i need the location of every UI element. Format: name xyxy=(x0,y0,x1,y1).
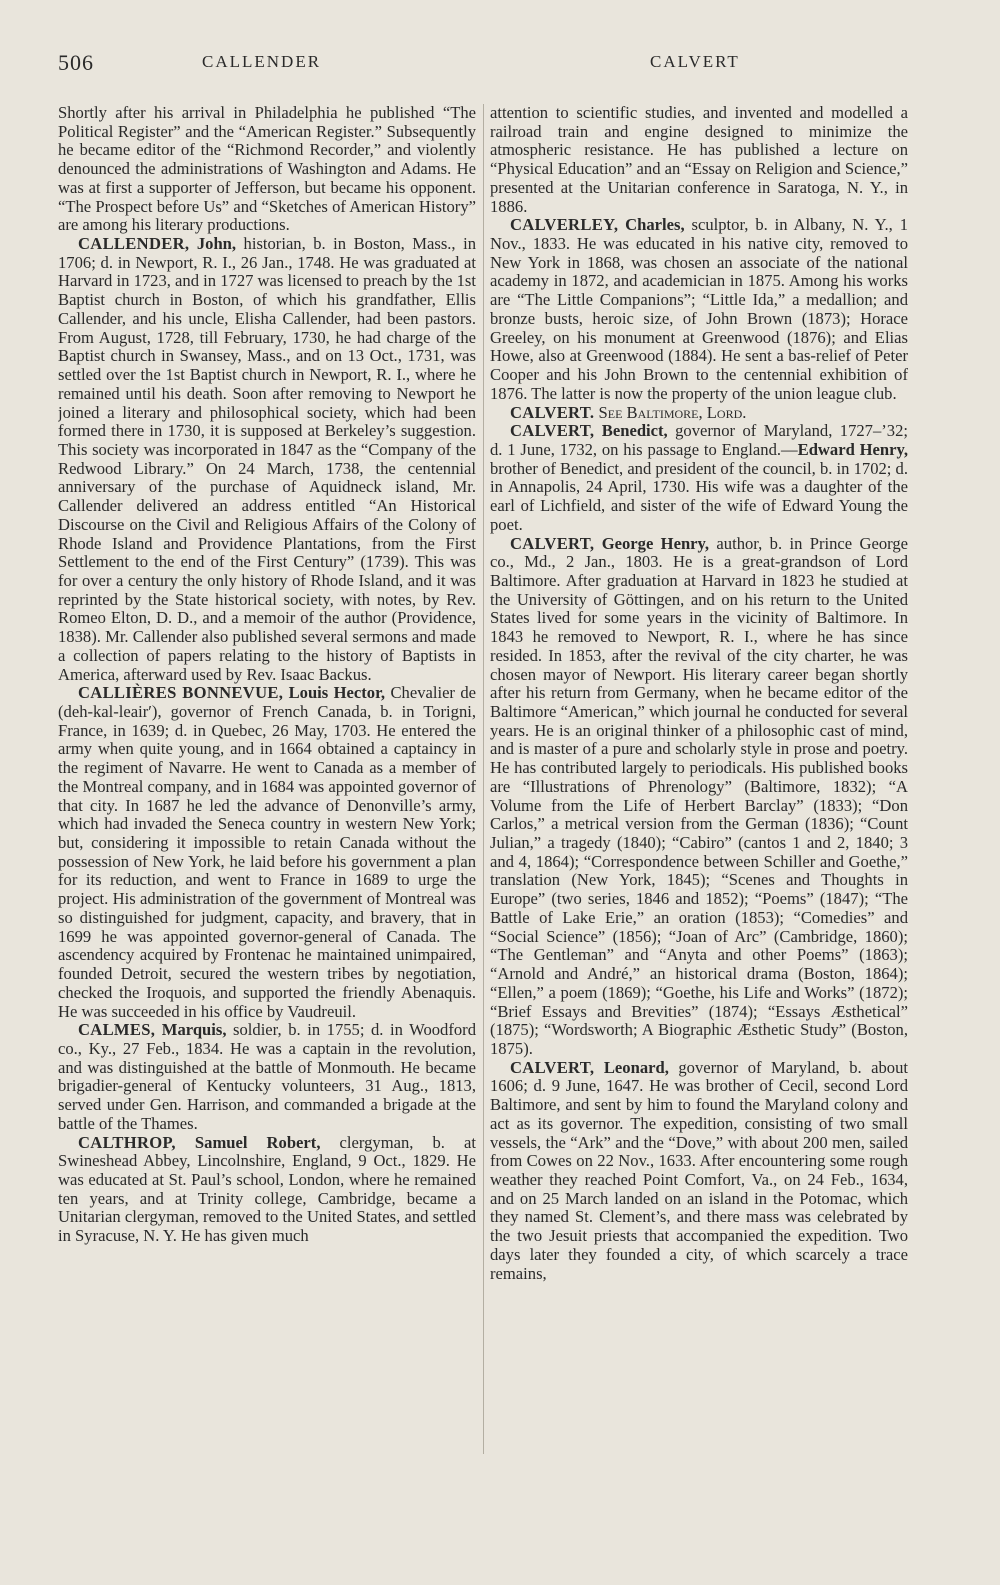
right-column xyxy=(490,104,908,1469)
entry-text: clergyman, b. at Swineshead Abbey, Lincolnshire, England, 9 Oct., 1829. He was educated at St. Paul’s school, London, where he remained ten years, and at Trinity college, Cambridge, became a Unitarian clergyman, removed to the United States, and settled in Syracuse, N. Y. He has given much xyxy=(58,1132,476,1246)
entry-headword: CALVERLEY, xyxy=(510,215,619,235)
entry-calvert-see-baltimore xyxy=(490,404,908,423)
sub-entry-name: Edward Henry, xyxy=(797,439,908,459)
entry-text: soldier, b. in 1755; d. in Woodford co., Ky., 27 Feb., 1834. He was a captain in the revolution, and was distinguished at the battle of Monmouth. He became brigadier-general of Kentucky volunteers, 31 Aug., 1813, served under Gen. Harrison, and commanded a brigade at the battle of the Thames. xyxy=(58,1020,476,1133)
entry-text: author, b. in Prince George co., Md., 2 Jan., 1803. He is a great-grandson of Lord Baltimore. After graduation at Harvard in 1823 he studied at the University of Göttingen, and on his return to the United States lived for some years in the vicinity of Baltimore. In 1843 he removed to Newport, R. I., where he has since resided. In 1853, after the revival of the city charter, he was chosen mayor of Newport. His literary career began shortly after his return from Germany, when he became editor of the Baltimore “American,” which journal he conducted for several years. He is an original thinker of a philosophic cast of mind, and is master of a pure and scholarly style in prose and poetry. He has contributed largely to periodicals. His published books are “Illustrations of Phrenology” (Baltimore, 1832); “A Volume from the Life of Herbert Barclay” (1833); “Don Carlos,” a metrical version from the German (1836); “Count Julian,” a tragedy (1840); “Cabiro” (cantos 1 and 2, 1840; 3 and 4, 1864); “Correspondence between Schiller and Goethe,” translation (New York, 1845); “Scenes and Thoughts in Europe” (two series, 1846 and 1852); “Poems” (1847); “The Battle of Lake Erie,” an oration (1853); “Comedies” and “Social Science” (1856); “Joan of Arc” (Cambridge, 1860); “The Gentleman” and “Anyta and other Poems” (1863); “Arnold and André,” an historical drama (Boston, 1864); “Ellen,” a poem (1869); “Goethe, his Life and Works” (1872); “Brief Essays and Brevities” (1874); “Essays Æsthetical” (1875); “Wordsworth; A Biographic Æsthetic Study” (Boston, 1875). xyxy=(490,533,908,1058)
entry-text: governor of Maryland, b. about 1606; d. 9 June, 1647. He was brother of Cecil, second Lord Baltimore, and sent by him to found the Maryland colony and act as its governor. The expedition, consisting of two small vessels, the “Ark” and the “Dove,” with about 200 men, sailed from Cowes on 22 Nov., 1633. After encountering some rough weather they reached Point Comfort, Va., on 24 Feb., 1634, and on 25 March landed on an island in the Potomac, which they named St. Clement’s, and there mass was celebrated by the two Jesuit priests that accompanied the expedition. Two days later they founded a city, of which scarcely a trace remains, xyxy=(490,1057,908,1283)
entry-calvert-george-henry xyxy=(490,535,908,1059)
entry-text: Chevalier de (deh-kal-leair′), governor of French Canada, b. in Torigni, France, in 1639; d. in Quebec, 26 May, 1703. He entered the army when quite young, and in 1664 obtained a captaincy in the regiment of Navarre. He went to Canada as a member of the Montreal company, and in 1684 was appointed governor of that city. In 1687 he led the advance of Denonville’s army, which had invaded the Seneca country in western New York; but, considering it impossible to retain Canada without the possession of New York, he laid before his government a plan for its reduction, and went to France in 1689 to urge the project. His administration of the government of Montreal was so distinguished for judgment, capacity, and bravery, that in 1699 he was appointed governor-general of Canada. The ascendency acquired by Frontenac he maintained unimpaired, founded Detroit, secured the western tribes by negotiation, checked the Iroquois, and supported the friendly Abenaquis. He was succeeded in his office by Vaudreuil. xyxy=(58,683,476,1021)
continued-paragraph: Shortly after his arrival in Philadelphia he published “The Political Register” and the “American Register.” Subsequently he became editor of the “Richmond Recorder,” and violently denounced the administrations of Washington and Adams. He was at first a supporter of Jefferson, but became his opponent. “The Prospect before Us” and “Sketches of American History” are among his literary productions. xyxy=(58,104,476,235)
entry-calvert-leonard xyxy=(490,1059,908,1284)
entry-headword: CALVERT, xyxy=(510,421,595,441)
continued-paragraph: attention to scientific studies, and invented and modelled a railroad train and engine designed to minimize the atmospheric resistance. He has published a lecture on “Physical Education” and an “Essay on Religion and Science,” presented at the Unitarian conference in Saratoga, N. Y., in 1886. xyxy=(490,104,908,216)
entry-headword: CALLENDER, xyxy=(78,234,190,254)
entry-calverley-charles xyxy=(490,216,908,403)
column-divider xyxy=(483,104,484,1454)
entry-callender-john xyxy=(58,235,476,684)
left-column xyxy=(58,104,476,1469)
entry-given-name: Benedict, xyxy=(601,421,668,441)
entry-headword: CALLIÈRES BONNEVUE, xyxy=(78,683,284,703)
running-head-left: CALLENDER xyxy=(202,52,322,71)
entry-given-name: Leonard, xyxy=(603,1057,669,1077)
entry-headword: CALVERT, xyxy=(510,533,595,553)
entry-headword: CALVERT, xyxy=(510,1057,595,1077)
entry-headword: CALVERT. xyxy=(510,402,595,422)
cross-reference: See Baltimore, Lord. xyxy=(594,402,747,422)
entry-text: sculptor, b. in Albany, N. Y., 1 Nov., 1833. He was educated in his native city, removed to New York in 1868, was chosen an associate of the national academy in 1872, and academician in 1875. Among his works are “The Little Companions”; “Little Ida,” a medallion; and bronze busts, heroic size, of John Brown (1873); Horace Greeley, on his monument at Greenwood (1876); and Elias Howe, also at Greenwood (1884). He sent a bas-relief of Peter Cooper and his John Brown to the centennial exhibition of 1876. The latter is now the property of the union league club. xyxy=(490,215,908,403)
page-header xyxy=(0,50,1000,80)
entry-given-name: Samuel Robert, xyxy=(194,1132,321,1152)
sub-entry-text: brother of Benedict, and president of the council, b. in 1702; d. in Annapolis, 24 April, 1730. His wife was a daughter of the earl of Lichfield, and sister of the wife of Edward Young the poet. xyxy=(490,458,908,534)
entry-given-name: John, xyxy=(196,234,237,254)
entry-headword: CALTHROP, xyxy=(78,1132,176,1152)
entry-calmes-marquis xyxy=(58,1021,476,1133)
page-number: 506 xyxy=(58,50,94,75)
entry-calvert-benedict xyxy=(490,422,908,534)
entry-text: governor of Maryland, 1727–’32; d. 1 June, 1732, on his passage to England.— xyxy=(490,421,908,459)
entry-given-name: Louis Hector, xyxy=(288,683,386,703)
entry-headword: CALMES, xyxy=(78,1020,156,1040)
entry-callieres-bonnevue xyxy=(58,684,476,1021)
entry-given-name: George Henry, xyxy=(601,533,710,553)
entry-given-name: Marquis, xyxy=(161,1020,227,1040)
entry-given-name: Charles, xyxy=(625,215,685,235)
running-head-right: CALVERT xyxy=(650,52,740,71)
entry-text: historian, b. in Boston, Mass., in 1706; d. in Newport, R. I., 26 Jan., 1748. He was graduated at Harvard in 1723, and in 1727 was licensed to preach by the 1st Baptist church in Boston, of which his grandfather, Ellis Callender, and his uncle, Elisha Callender, had been pastors. From August, 1728, till February, 1730, he had charge of the Baptist church in Swansey, Mass., and on 13 Oct., 1731, was settled over the 1st Baptist church in Newport, R. I., where he remained until his death. Soon after removing to Newport he joined a literary and philosophical society, which had been formed there in 1730, it is supposed at Berkeley’s suggestion. This society was incorporated in 1847 as the “Company of the Redwood Library.” On 24 March, 1738, the centennial anniversary of the purchase of Aquidneck island, Mr. Callender delivered an address entitled “An Historical Discourse on the Civil and Religious Affairs of the Colony of Rhode Island and Providence Plantations, from the First Settlement to the end of the First Century” (1739). This was for over a century the only history of Rhode Island, and it was reprinted by the State historical society, with notes, by Rev. Romeo Elton, D. D., and a memoir of the author (Providence, 1838). Mr. Callender also published several sermons and made a collection of papers relating to the history of Baptists in America, afterward used by Rev. Isaac Backus. xyxy=(58,234,476,684)
entry-calthrop-samuel-robert xyxy=(58,1134,476,1246)
